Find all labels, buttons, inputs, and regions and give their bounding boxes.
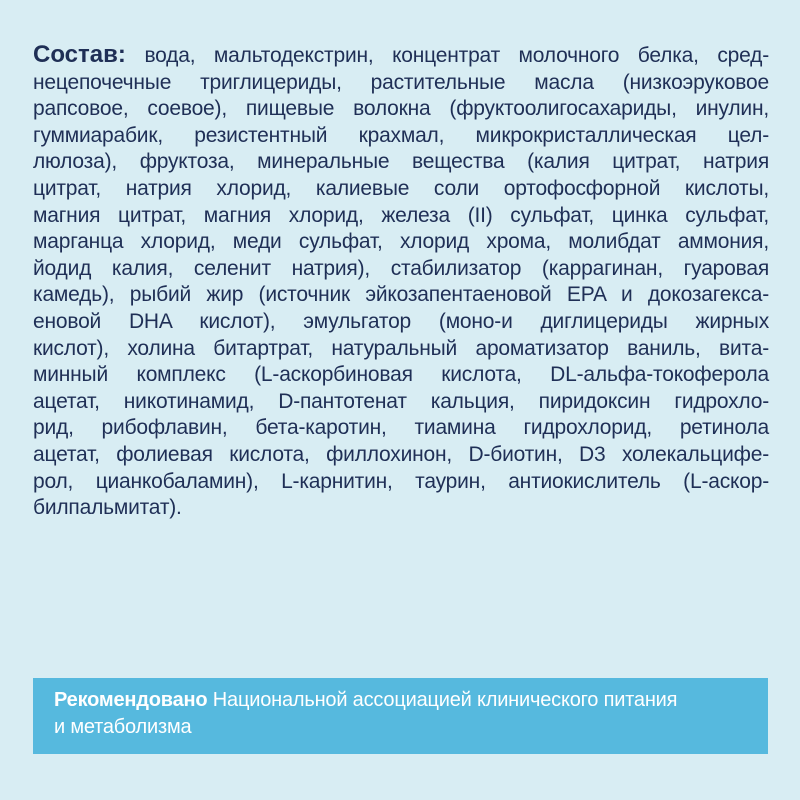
- composition-line: кислот), холина битартрат, натуральный ароматизатор ваниль, вита-: [33, 336, 769, 360]
- composition-line: еновой DHA кислот), эмульгатор (моно-и диглицериды жирных: [33, 309, 769, 333]
- composition-line: ацетат, никотинамид, D-пантотенат кальция, пиридоксин гидрохло-: [33, 389, 769, 413]
- recommendation-text: Национальной ассоциацией клинического питания: [207, 689, 678, 711]
- composition-line: нецепочечные триглицериды, растительные масла (низкоэруковое: [33, 70, 769, 94]
- composition-label: Состав:: [33, 41, 126, 68]
- composition-line: рид, рибофлавин, бета-каротин, тиамина гидрохлорид, ретинола: [33, 416, 769, 440]
- composition-line: камедь), рыбий жир (источник эйкозапентаеновой EPA и докозагекса-: [33, 283, 769, 307]
- composition-line: гуммиарабик, резистентный крахмал, микрокристаллическая цел-: [33, 123, 769, 147]
- composition-line: цитрат, натрия хлорид, калиевые соли ортофосфорной кислоты,: [33, 176, 769, 200]
- composition-line: рапсовое, соевое), пищевые волокна (фруктоолигосахариды, инулин,: [33, 97, 769, 121]
- composition-line: минный комплекс (L-аскорбиновая кислота, DL-альфа-токоферола: [33, 363, 769, 387]
- recommendation-label: Рекомендовано: [54, 689, 208, 711]
- composition-text-block: [33, 42, 769, 522]
- composition-line: йодид калия, селенит натрия), стабилизатор (каррагинан, гуаровая: [33, 256, 769, 280]
- composition-line: люлоза), фруктоза, минеральные вещества (калия цитрат, натрия: [33, 150, 769, 174]
- composition-line: марганца хлорид, меди сульфат, хлорид хрома, молибдат аммония,: [33, 230, 769, 254]
- composition-line: билпальмитат).: [33, 496, 182, 520]
- composition-line: рол, цианкобаламин), L-карнитин, таурин, антиокислитель (L-аскор-: [33, 469, 769, 493]
- composition-text: вода, мальтодекстрин, концентрат молочного белка, сред-: [125, 44, 769, 67]
- recommendation-banner: [33, 678, 768, 754]
- composition-line: ацетат, фолиевая кислота, филлохинон, D-биотин, D3 холекальцифе-: [33, 442, 769, 466]
- composition-line: магния цитрат, магния хлорид, железа (II) сульфат, цинка сульфат,: [33, 203, 769, 227]
- recommendation-line: [54, 687, 748, 714]
- recommendation-line: и метаболизма: [54, 716, 192, 738]
- composition-line: [33, 42, 769, 70]
